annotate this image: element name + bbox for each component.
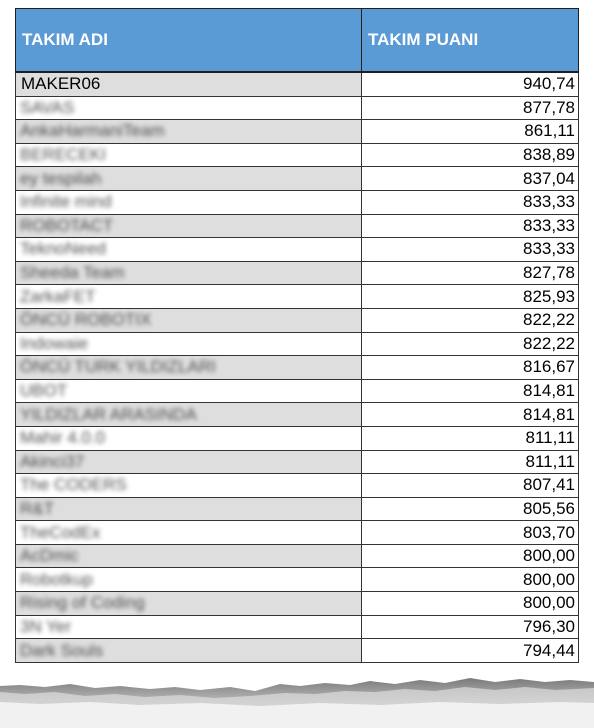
table-row [16, 356, 579, 380]
team-name-blurred: AcDmic [20, 546, 79, 566]
table-row [16, 120, 579, 144]
team-score-cell: 827,78 [362, 261, 579, 285]
team-name-blurred: Robotkup [20, 569, 93, 589]
team-name-cell [16, 521, 362, 545]
table-row [16, 308, 579, 332]
table-row [16, 521, 579, 545]
team-name-blurred: TheCodEx [20, 522, 101, 542]
results-table [15, 8, 579, 663]
team-score-cell: 833,33 [362, 214, 579, 238]
table-row [16, 96, 579, 120]
team-score-cell: 816,67 [362, 356, 579, 380]
team-name-cell [16, 356, 362, 380]
team-name-cell [16, 568, 362, 592]
team-name-blurred: UBOT [20, 381, 68, 401]
team-name-blurred: ZarkaFET [20, 286, 96, 306]
team-name-cell [16, 143, 362, 167]
team-name-cell [16, 474, 362, 498]
table-row [16, 426, 579, 450]
table-row [16, 379, 579, 403]
team-score-cell: 861,11 [362, 120, 579, 144]
team-score-cell: 877,78 [362, 96, 579, 120]
team-score-cell: 940,74 [362, 72, 579, 96]
team-name-cell [16, 285, 362, 309]
team-name-cell [16, 261, 362, 285]
team-name-blurred: Infinite mind [20, 192, 112, 212]
table-row [16, 450, 579, 474]
team-score-cell: 825,93 [362, 285, 579, 309]
team-name-cell [16, 96, 362, 120]
team-name-blurred: Akinci37 [20, 451, 85, 471]
team-name-blurred: 3N Yer [20, 616, 72, 636]
team-score-cell: 833,33 [362, 238, 579, 262]
team-score-cell: 838,89 [362, 143, 579, 167]
team-score-cell: 822,22 [362, 332, 579, 356]
team-name-cell [16, 190, 362, 214]
team-name-blurred: Rising of Coding [20, 593, 145, 613]
team-name-blurred: AnkaHarmaniTeam [20, 121, 165, 141]
team-name-cell [16, 403, 362, 427]
team-score-cell: 800,00 [362, 592, 579, 616]
team-score-cell: 811,11 [362, 450, 579, 474]
team-name-cell [16, 72, 362, 96]
team-name-cell [16, 544, 362, 568]
table-row [16, 261, 579, 285]
table-row [16, 474, 579, 498]
team-name-blurred: ÖNCÜ TURK YILDIZLARI [20, 357, 216, 377]
team-name-blurred: Indowaie [20, 333, 89, 353]
team-name-blurred: The CODERS [20, 475, 127, 495]
team-name-blurred: R&T [20, 498, 54, 518]
team-name-blurred: ROBOTACT [20, 215, 114, 235]
table-row [16, 403, 579, 427]
results-table-container [15, 8, 578, 663]
team-score-cell: 807,41 [362, 474, 579, 498]
team-score-cell: 796,30 [362, 615, 579, 639]
team-name-cell [16, 120, 362, 144]
team-name-blurred: BERECEKI [20, 145, 106, 165]
header-team-name: TAKIM ADI [16, 9, 362, 73]
table-row [16, 190, 579, 214]
team-name-cell [16, 332, 362, 356]
team-name-cell [16, 238, 362, 262]
table-row [16, 639, 579, 663]
team-score-cell: 837,04 [362, 167, 579, 191]
table-row [16, 615, 579, 639]
team-name-blurred: Mahir 4.0.0 [20, 428, 106, 448]
table-row [16, 72, 579, 96]
team-name-blurred: Sheeda Team [20, 263, 125, 283]
table-row [16, 544, 579, 568]
team-name-blurred: ey tespilah [20, 168, 102, 188]
header-team-score: TAKIM PUANI [362, 9, 579, 73]
team-name-cell [16, 615, 362, 639]
team-name-cell [16, 639, 362, 663]
team-name-cell [16, 214, 362, 238]
table-row [16, 332, 579, 356]
table-row [16, 167, 579, 191]
table-row [16, 143, 579, 167]
team-score-cell: 822,22 [362, 308, 579, 332]
team-score-cell: 803,70 [362, 521, 579, 545]
team-score-cell: 833,33 [362, 190, 579, 214]
torn-paper-edge [0, 672, 594, 728]
team-name: MAKER06 [21, 74, 101, 94]
team-name-cell [16, 308, 362, 332]
team-name-cell [16, 379, 362, 403]
team-name-blurred: SAVAS [20, 97, 75, 117]
team-name-blurred: Dark Souls [20, 640, 104, 660]
team-score-cell: 800,00 [362, 544, 579, 568]
team-score-cell: 800,00 [362, 568, 579, 592]
team-name-blurred: TeknoNeed [20, 239, 107, 259]
team-name-cell [16, 426, 362, 450]
table-header-row [16, 9, 579, 73]
table-row [16, 497, 579, 521]
team-score-cell: 794,44 [362, 639, 579, 663]
team-score-cell: 814,81 [362, 403, 579, 427]
team-score-cell: 805,56 [362, 497, 579, 521]
table-row [16, 214, 579, 238]
team-name-blurred: ÖNCÜ ROBOTIX [20, 310, 152, 330]
team-name-cell [16, 592, 362, 616]
table-row [16, 238, 579, 262]
team-score-cell: 811,11 [362, 426, 579, 450]
team-name-cell [16, 167, 362, 191]
team-name-cell [16, 497, 362, 521]
table-row [16, 285, 579, 309]
table-body [16, 72, 579, 662]
team-score-cell: 814,81 [362, 379, 579, 403]
team-name-cell [16, 450, 362, 474]
team-name-blurred: YILDIZLAR ARASINDA [20, 404, 197, 424]
table-row [16, 592, 579, 616]
table-row [16, 568, 579, 592]
